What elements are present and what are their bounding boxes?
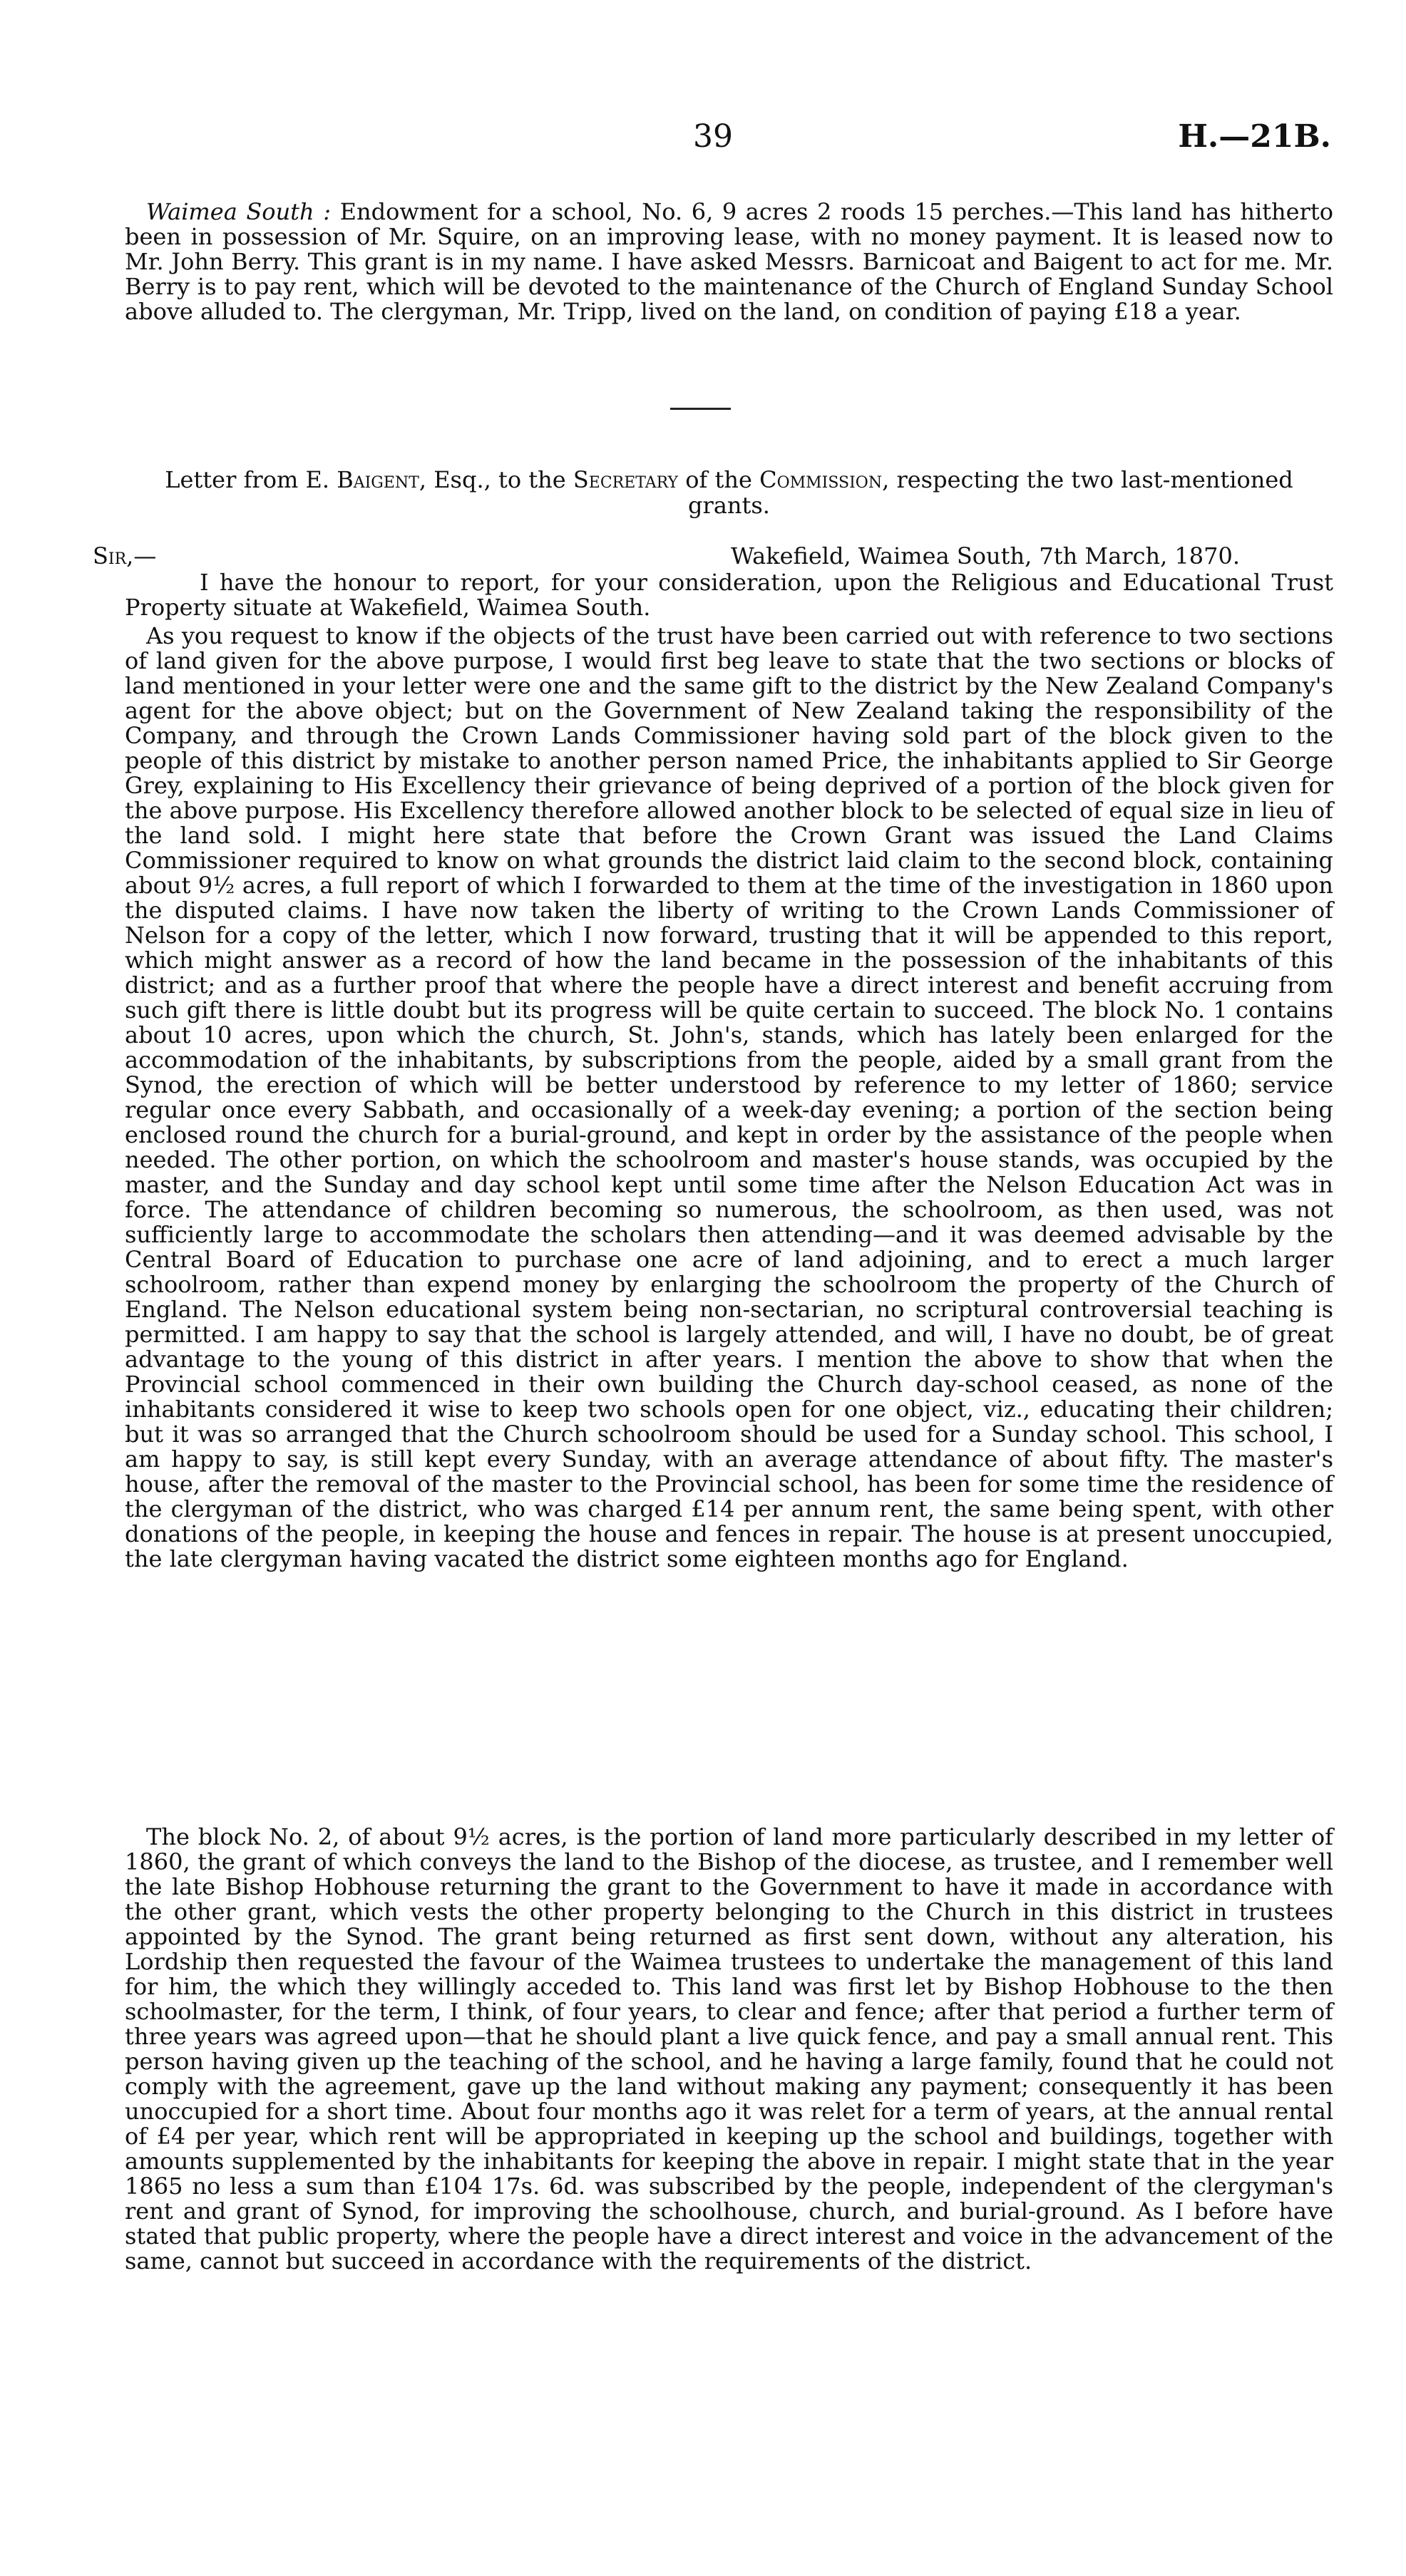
heading-author: Baigent xyxy=(337,466,419,493)
waimea-paragraph xyxy=(125,200,1333,324)
heading-part: Letter from E. xyxy=(165,466,337,493)
heading-part: , respecting the two last-mentioned grants. xyxy=(688,466,1293,519)
waimea-label: Waimea South : xyxy=(146,198,332,225)
letter-heading xyxy=(125,467,1333,518)
place-date: Wakefield, Waimea South, 7th March, 1870. xyxy=(731,542,1241,570)
letter-paragraph: The block No. 2, of about 9½ acres, is the portion of land more particularly described in my letter of 1860, the grant of which conveys the land to the Bishop of the diocese, as trustee, and I remember well the late Bishop Hobhouse returning the grant to the Government to have it made in accordance with the other grant, which vests the other property belonging to the Church in this district in trustees appointed by the Synod. The grant being returned as first sent down, without any alteration, his Lordship then requested the favour of the Waimea trustees to undertake the management of this land for him, the which they willingly acceded to. This land was first let by Bishop Hobhouse to the then schoolmaster, for the term, I think, of four years, to clear and fence; after that period a further term of three years was agreed upon—that he should plant a live quick fence, and pay a small annual rent. This person having given up the teaching of the school, and he having a large family, found that he could not comply with the agreement, gave up the land without making any payment; consequently it has been unoccupied for a short time. About four months ago it was relet for a term of years, at the annual rental of £4 per year, which rent will be appropriated in keeping up the school and buildings, together with amounts supplemented by the inhabitants for keeping the above in repair. I might state that in the year 1865 no less a sum than £104 17s. 6d. was subscribed by the people, independent of the clergyman's rent and grant of Synod, for improving the schoolhouse, church, and burial-ground. As I before have stated that public property, where the people have a direct interest and voice in the advancement of the same, cannot but succeed in accordance with the requirements of the district. xyxy=(125,1823,1333,2274)
heading-secretary: Secretary xyxy=(573,466,679,493)
section-divider xyxy=(670,408,731,410)
heading-commission: Commission xyxy=(759,466,883,493)
salutation: Sir,— xyxy=(93,542,157,570)
page-number: 39 xyxy=(693,118,733,155)
document-reference: H.—21B. xyxy=(1178,118,1331,155)
letter-paragraph: As you request to know if the objects of the trust have been carried out with reference to two sections of land given for the above purpose, I would first beg leave to state that the two sections or blocks of land mentioned in your letter were one and the same gift to the district by the New Zealand Company's agent for the above object; but on the Government of New Zealand taking the responsibility of the Company, and through the Crown Lands Commissioner having sold part of the block given to the people of this district by mistake to another person named Price, the inhabitants applied to Sir George Grey, explaining to His Excellency their grievance of being deprived of a portion of the block given for the above purpose. His Excellency therefore allowed another block to be selected of equal size in lieu of the land sold. I might here state that before the Crown Grant was issued the Land Claims Commissioner required to know on what grounds the district laid claim to the second block, containing about 9½ acres, a full report of which I forwarded to them at the time of the investigation in 1860 upon the disputed claims. I have now taken the liberty of writing to the Crown Lands Commissioner of Nelson for a copy of the letter, which I now forward, trusting that it will be appended to this report, which might answer as a record of how the land became in the possession of the inhabitants of this district; and as a further proof that where the people have a direct interest and benefit accruing from such gift there is little doubt but its progress will be quite certain to succeed. The block No. 1 contains about 10 acres, upon which the church, St. John's, stands, which has lately been enlarged for the accommodation of the inhabitants, by subscriptions from the people, aided by a small grant from the Synod, the erection of which will be better understood by reference to my letter of 1860; service regular once every Sabbath, and occasionally of a week-day evening; a portion of the section being enclosed round the church for a burial-ground, and kept in order by the assistance of the people when needed. The other portion, on which the schoolroom and master's house stands, was occupied by the master, and the Sunday and day school kept until some time after the Nelson Education Act was in force. The attendance of children becoming so numerous, the schoolroom, as then used, was not sufficiently large to accommodate the scholars then attending—and it was deemed advisable by the Central Board of Education to purchase one acre of land adjoining, and to erect a much larger schoolroom, rather than expend money by enlarging the schoolroom the property of the Church of England. The Nelson educational system being non-sectarian, no scriptural controversial teaching is permitted. I am happy to say that the school is largely attended, and will, I have no doubt, be of great advantage to the young of this district in after years. I mention the above to show that when the Provincial school commenced in their own building the Church day-school ceased, as none of the inhabitants considered it wise to keep two schools open for one object, viz., educating their children; but it was so arranged that the Church schoolroom should be used for a Sunday school. This school, I am happy to say, is still kept every Sunday, with an average attendance of about fifty. The master's house, after the removal of the master to the Provincial school, has been for some time the residence of the clergyman of the district, who was charged £14 per annum rent, the same being spent, with other donations of the people, in keeping the house and fences in repair. The house is at present unoccupied, the late clergyman having vacated the district some eighteen months ago for England. xyxy=(125,622,1333,1572)
letter-paragraph: I have the honour to report, for your consideration, upon the Religious and Educational Trust Property situate at Wakefield, Waimea South. xyxy=(125,569,1333,621)
heading-part: , Esq., to the xyxy=(419,466,573,493)
waimea-text: Endowment for a school, No. 6, 9 acres 2 roods 15 perches.—This land has hitherto been in possession of Mr. Squire, on an improving lease, with no money payment. It is leased now to Mr. John Berry. This grant is in my name. I have asked Messrs. Barnicoat and Baigent to act for me. Mr. Berry is to pay rent, which will be devoted to the maintenance of the Church of England Sunday School above alluded to. The clergyman, Mr. Tripp, lived on the land, on condition of paying £18 a year. xyxy=(125,198,1334,325)
heading-part: of the xyxy=(678,466,760,493)
